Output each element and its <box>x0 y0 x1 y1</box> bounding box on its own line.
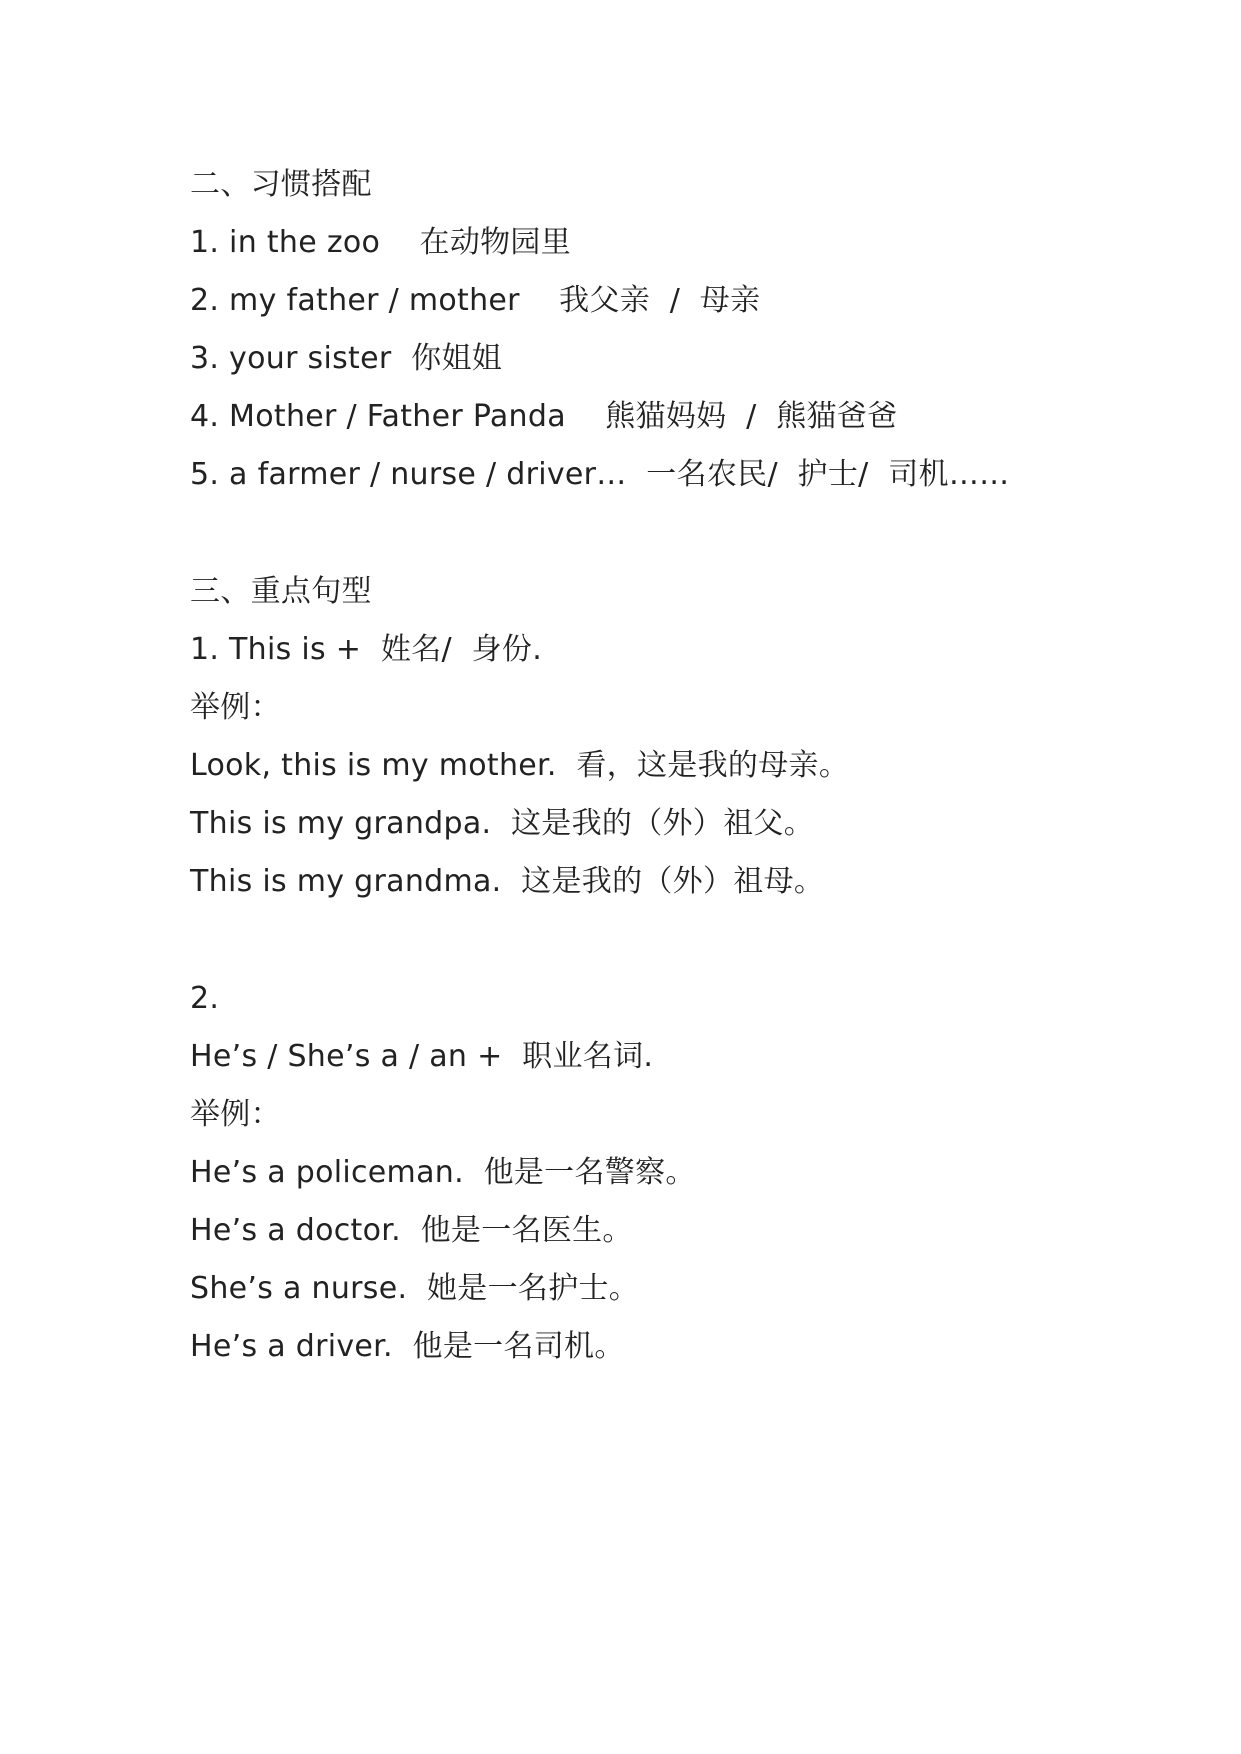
list-item: 2. my father / mother 我父亲 / 母亲 <box>190 283 761 318</box>
example-sentence: This is my grandma. 这是我的（外）祖母。 <box>190 864 825 899</box>
section-heading-sentences: 三、重点句型 <box>190 574 372 609</box>
example-sentence: He’s a doctor. 他是一名医生。 <box>190 1213 633 1248</box>
list-item: 5. a farmer / nurse / driver… 一名农民/ 护士/ 司机…… <box>190 457 1010 492</box>
example-sentence: He’s a driver. 他是一名司机。 <box>190 1329 625 1364</box>
example-sentence: Look, this is my mother. 看，这是我的母亲。 <box>190 748 850 783</box>
pattern-number: 2. <box>190 981 220 1016</box>
example-sentence: He’s a policeman. 他是一名警察。 <box>190 1155 696 1190</box>
section-heading-habits: 二、习惯搭配 <box>190 167 372 202</box>
example-sentence: She’s a nurse. 她是一名护士。 <box>190 1271 640 1306</box>
list-item: 4. Mother / Father Panda 熊猫妈妈 / 熊猫爸爸 <box>190 399 898 434</box>
sentence-pattern-1: 1. This is + 姓名/ 身份. <box>190 632 543 667</box>
list-item: 1. in the zoo 在动物园里 <box>190 225 572 260</box>
example-label: 举例： <box>190 1097 281 1132</box>
example-sentence: This is my grandpa. 这是我的（外）祖父。 <box>190 806 815 841</box>
example-label: 举例： <box>190 690 281 725</box>
list-item: 3. your sister 你姐姐 <box>190 341 503 376</box>
sentence-pattern-2: He’s / She’s a / an + 职业名词. <box>190 1039 654 1074</box>
